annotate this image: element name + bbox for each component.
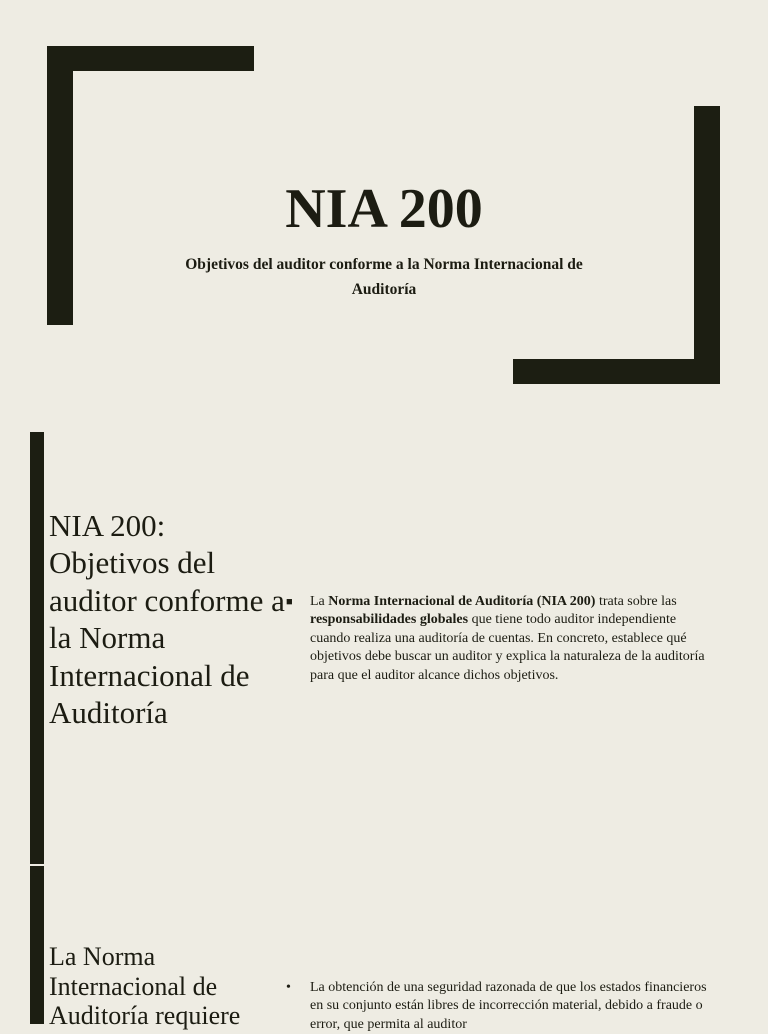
round-bullet-icon: • (286, 980, 291, 995)
bullet-text (310, 593, 716, 685)
corner-bracket-bottom-right (513, 359, 720, 384)
corner-bracket-bottom-right-vertical (694, 106, 720, 384)
bullet-text-part: trata sobre las (595, 594, 677, 609)
title-slide (0, 0, 768, 432)
slide-heading (49, 942, 289, 1031)
square-bullet-icon: ■ (286, 596, 293, 608)
slide-title: NIA 200 (285, 178, 483, 240)
bullet-item (286, 593, 716, 685)
bullet-text: La obtención de una seguridad razonada de que los estados financieros en su conjunto están libres de incorrección material, debido a fraude o error, que permita al auditor (310, 980, 707, 1032)
bullet-bold-term: Norma Internacional de Auditoría (NIA 200) (328, 594, 596, 609)
slide-subtitle: Objetivos del auditor conforme a la Norma Internacional de Auditoría (185, 256, 583, 298)
heading-line: La Norma (49, 942, 156, 971)
heading-line: Internacional de (49, 971, 218, 1001)
accent-bar (30, 866, 44, 1024)
bullet-item (286, 979, 716, 1034)
heading-line: Auditoría requiere (49, 1001, 241, 1030)
bullet-text-part: que tiene todo auditor independiente cuando realiza una auditoría de cuentas. En concreto, establece qué objetivos debe buscar un auditor y explica la naturaleza de la auditoría para que el auditor alcance dichos objetivos. (310, 612, 705, 683)
slide-heading: NIA 200: Objetivos del auditor conforme a la Norma Internacional de Auditoría (49, 508, 285, 731)
bullet-bold-term: responsabilidades globales (310, 612, 469, 628)
content-slide-2 (0, 866, 768, 1032)
content-slide-1 (0, 432, 768, 864)
bullet-text-part: La (310, 594, 329, 609)
corner-bracket-top-left (47, 46, 254, 71)
accent-bar (30, 432, 44, 864)
